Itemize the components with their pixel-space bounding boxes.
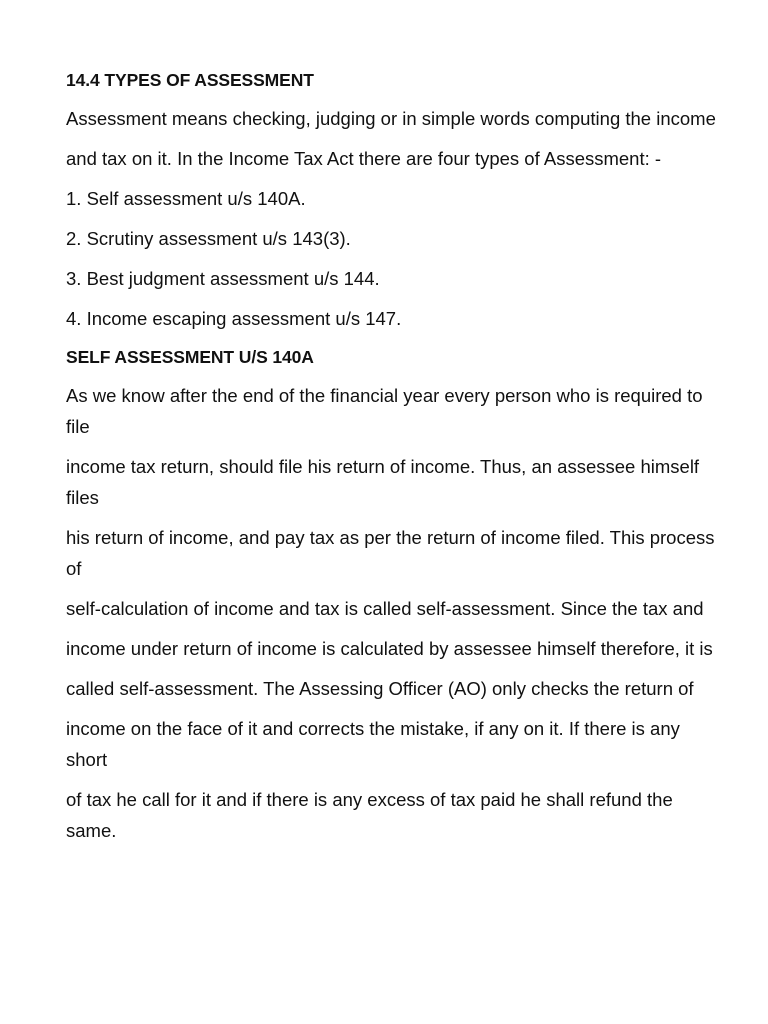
document-page [66, 66, 716, 855]
list-item: 3. Best judgment assessment u/s 144. [66, 268, 380, 289]
body-paragraph-line: income on the face of it and corrects the mistake, if any on it. If there is any short [66, 718, 680, 770]
body-paragraph-line: As we know after the end of the financial year every person who is required to file [66, 385, 703, 437]
body-paragraph-line: self-calculation of income and tax is called self-assessment. Since the tax and [66, 598, 704, 619]
list-item: 4. Income escaping assessment u/s 147. [66, 308, 402, 329]
intro-paragraph-line: and tax on it. In the Income Tax Act there are four types of Assessment: - [66, 148, 662, 169]
body-paragraph-line: income under return of income is calculated by assessee himself therefore, it is [66, 638, 713, 659]
body-paragraph-line: his return of income, and pay tax as per the return of income filed. This process of [66, 527, 715, 579]
intro-paragraph-line: Assessment means checking, judging or in simple words computing the income [66, 108, 716, 129]
body-paragraph-line: of tax he call for it and if there is any excess of tax paid he shall refund the same. [66, 789, 673, 841]
section-heading: 14.4 TYPES OF ASSESSMENT [66, 70, 314, 90]
body-paragraph-line: called self-assessment. The Assessing Officer (AO) only checks the return of [66, 678, 694, 699]
subsection-heading: SELF ASSESSMENT U/S 140A [66, 347, 314, 367]
list-item: 2. Scrutiny assessment u/s 143(3). [66, 228, 351, 249]
list-item: 1. Self assessment u/s 140A. [66, 188, 306, 209]
body-paragraph-line: income tax return, should file his return of income. Thus, an assessee himself files [66, 456, 700, 508]
